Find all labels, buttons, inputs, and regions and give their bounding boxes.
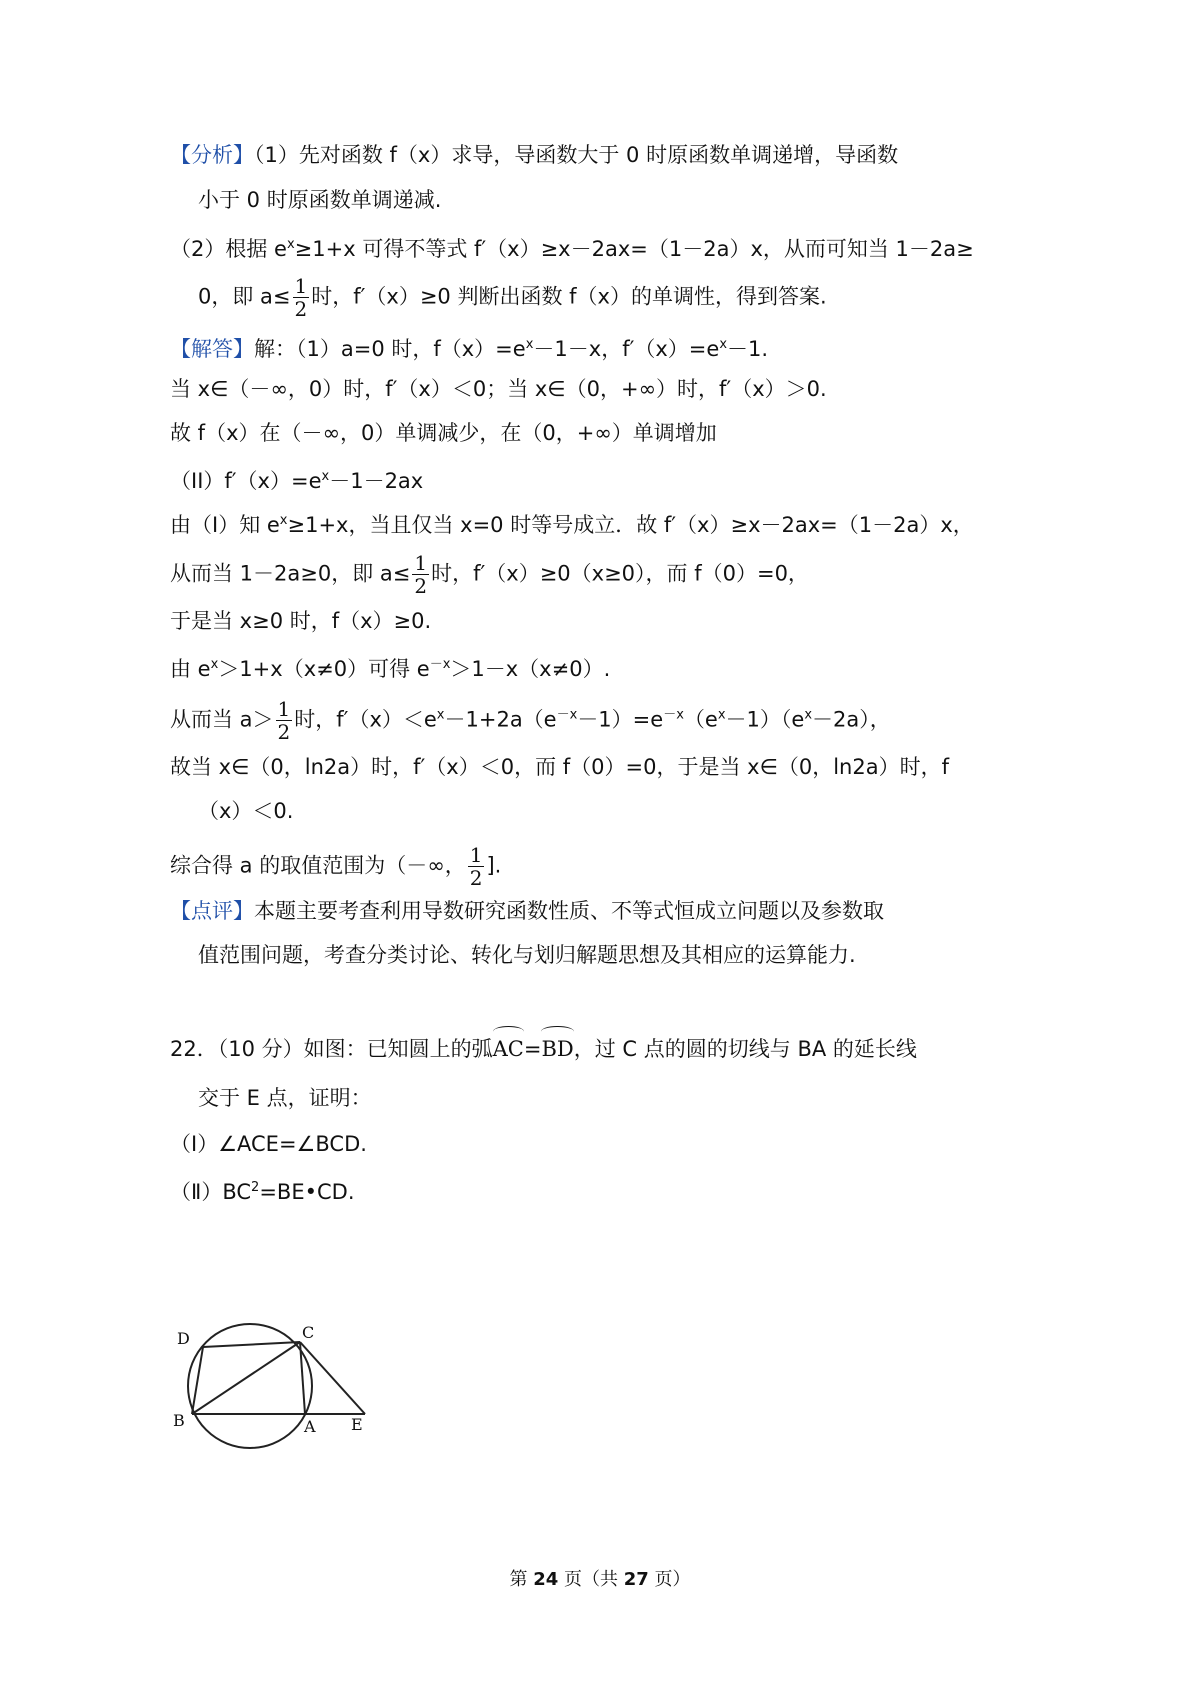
segment-db [192, 1347, 203, 1414]
label-c: C [302, 1323, 315, 1342]
q22-line-2: 交于 E 点，证明： [198, 1086, 372, 1110]
circle-geometry-figure [173, 1320, 395, 1470]
fraction-half: $\frac{1}{2}$ [277, 697, 291, 744]
page-footer: 第 24 页（共 27 页） [509, 1569, 691, 1590]
arc-bd: BD [541, 1034, 573, 1064]
answer-line-5: 由（I）知 $e^x\ge 1+x$，当且仅当 x=0 时等号成立．故 f′（x）≥x－2ax=（1－2a）x， [170, 513, 974, 537]
answer-tag: 【解答】 [170, 337, 254, 361]
fraction-half: $\frac{1}{2}$ [414, 551, 428, 598]
analysis-line-3: （2）根据 $e^x\ge 1+x$ 可得不等式 f′（x）≥x－2ax=（1－2a）x，从而可知当 1－2a≥ [170, 237, 974, 261]
analysis-line-4: 0，即 a≤ $\frac{1}{2}$ 时，f′（x）≥0 判断出函数 f（x）的单调性，得到答案. [198, 274, 827, 321]
label-e: E [351, 1415, 363, 1434]
answer-line-10: 故当 x∈（0，ln2a）时，f′（x）＜0，而 f（0）=0，于是当 x∈（0，ln2a）时，f [170, 755, 949, 779]
total-pages: 27 [623, 1569, 649, 1590]
arc-ac: AC [493, 1034, 524, 1064]
q22-part-2: $(Ⅱ)BC^2=BE•CD$. [170, 1180, 355, 1204]
analysis-line-1: 【分析】（1）先对函数 f（x）求导，导函数大于 0 时原函数单调递增，导函数 [170, 143, 899, 167]
segment-dc [203, 1342, 300, 1347]
segment-bc [192, 1342, 300, 1414]
fraction-half: $\frac{1}{2}$ [469, 843, 483, 890]
answer-line-4: $(II)f'(x)=e^x-1-2ax$ [170, 469, 424, 493]
label-a: A [304, 1417, 316, 1436]
current-page: 24 [533, 1569, 559, 1590]
answer-line-1: 【解答】解：（1）a=0 时，$f(x)=e^x-1-x$，$f'(x)=e^x-1$. [170, 337, 769, 361]
comment-line-2: 值范围问题，考查分类讨论、转化与划归解题思想及其相应的运算能力. [198, 943, 856, 967]
answer-line-2: 当 x∈（－∞，0）时，f′（x）＜0；当 x∈（0，+∞）时，f′（x）＞0. [170, 377, 827, 401]
answer-line-9: 从而当 a＞ $\frac{1}{2}$ 时，$f'(x)<e^x-1+2a(e^{-x}-1)=e^{-x}(e^x-1)(e^x-2a)$， [170, 697, 891, 744]
label-d: D [177, 1329, 190, 1348]
answer-line-6: 从而当 1－2a≥0，即 a≤ $\frac{1}{2}$ 时，f′（x）≥0（x≥0），而 f（0）=0， [170, 551, 809, 598]
label-b: B [173, 1411, 185, 1430]
analysis-tag: 【分析】 [170, 143, 254, 167]
answer-line-7: 于是当 x≥0 时，f（x）≥0. [170, 609, 432, 633]
answer-line-12: 综合得 a 的取值范围为（－∞， $\frac{1}{2}$ ]. [170, 843, 502, 890]
comment-line-1: 【点评】本题主要考查利用导数研究函数性质、不等式恒成立问题以及参数取 [170, 899, 884, 923]
comment-tag: 【点评】 [170, 899, 254, 923]
q22-part-1: （Ⅰ）∠ACE=∠BCD. [170, 1132, 367, 1156]
answer-line-8: 由 $e^x>1+x(x\ne 0)$可得 $e^{-x}>1-x(x\ne 0)$. [170, 657, 611, 681]
fraction-half: $\frac{1}{2}$ [294, 274, 308, 321]
answer-line-3: 故 f（x）在（－∞，0）单调减少，在（0，+∞）单调增加 [170, 421, 717, 445]
q22-line-1: 22．（10 分）如图：已知圆上的弧AC=BD，过 C 点的圆的切线与 BA 的延长线 [170, 1034, 917, 1064]
analysis-line-2: 小于 0 时原函数单调递减. [198, 188, 442, 212]
answer-line-11: （x）＜0. [198, 799, 294, 823]
